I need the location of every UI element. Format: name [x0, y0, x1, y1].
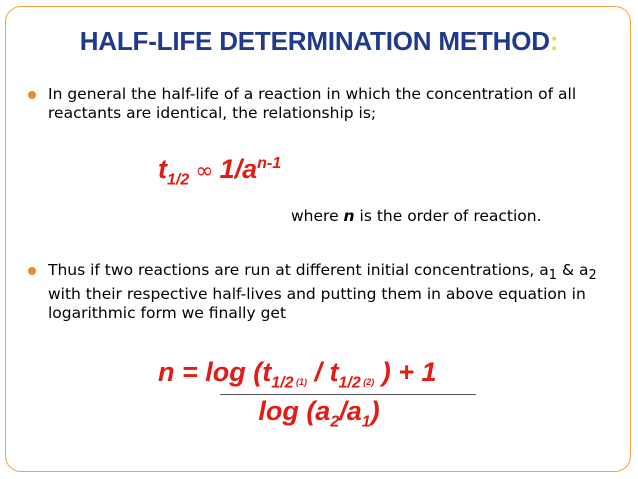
bullet-text-2 [48, 261, 618, 323]
formula2-tag2: (2) [360, 377, 375, 387]
bullet2-part2: & a [557, 261, 589, 279]
denom-end: ) [370, 396, 380, 426]
bullet-item-2 [28, 261, 618, 323]
denom-sub1: 1 [361, 413, 371, 431]
where-prefix: where [291, 207, 344, 225]
denom-mid: /a [339, 396, 362, 426]
formula2-end: ) + 1 [374, 357, 437, 387]
fraction-bar [220, 394, 476, 395]
title-text: HALF-LIFE DETERMINATION METHOD [79, 26, 550, 56]
formula2-mid: / t [307, 357, 339, 387]
formula1-exponent: n-1 [257, 155, 282, 172]
formula2-sub-a: 1/2 [271, 374, 294, 392]
formula2-sub-b: 1/2 [338, 374, 361, 392]
denom-pre: log (a [258, 396, 331, 426]
order-formula-numerator [158, 357, 437, 392]
half-life-proportionality-formula [158, 154, 281, 189]
where-suffix: is the order of reaction. [354, 207, 542, 225]
bullet-text-1: In general the half-life of a reaction in which the concentration of all reactants are identical, the relationship is; [48, 85, 577, 122]
formula2-tag1: (1) [293, 377, 307, 387]
where-note [291, 207, 542, 225]
bullet-dot-icon [28, 91, 36, 99]
order-formula-denominator [0, 396, 638, 431]
proportional-symbol: ∞ [195, 159, 214, 184]
denom-sub2: 2 [330, 413, 340, 431]
bullet2-part3: with their respective half-lives and putting them in above equation in logarithmic form we finally get [48, 285, 586, 323]
title-colon: : [549, 26, 559, 56]
bullet-dot-icon [28, 267, 36, 275]
where-n: n [343, 207, 355, 225]
formula2-eq: = log (t [174, 357, 272, 387]
bullet2-part1: Thus if two reactions are run at different initial concentrations, a [48, 261, 549, 279]
formula1-t: t [158, 154, 167, 184]
formula1-rhs: 1/a [219, 154, 258, 184]
bullet-item-1 [28, 85, 618, 123]
bullet2-sub2: 2 [588, 268, 597, 284]
formula2-n: n [158, 357, 175, 387]
formula1-t-sub: 1/2 [167, 171, 190, 189]
slide-title [0, 26, 638, 57]
bullet2-sub1: 1 [548, 268, 558, 284]
